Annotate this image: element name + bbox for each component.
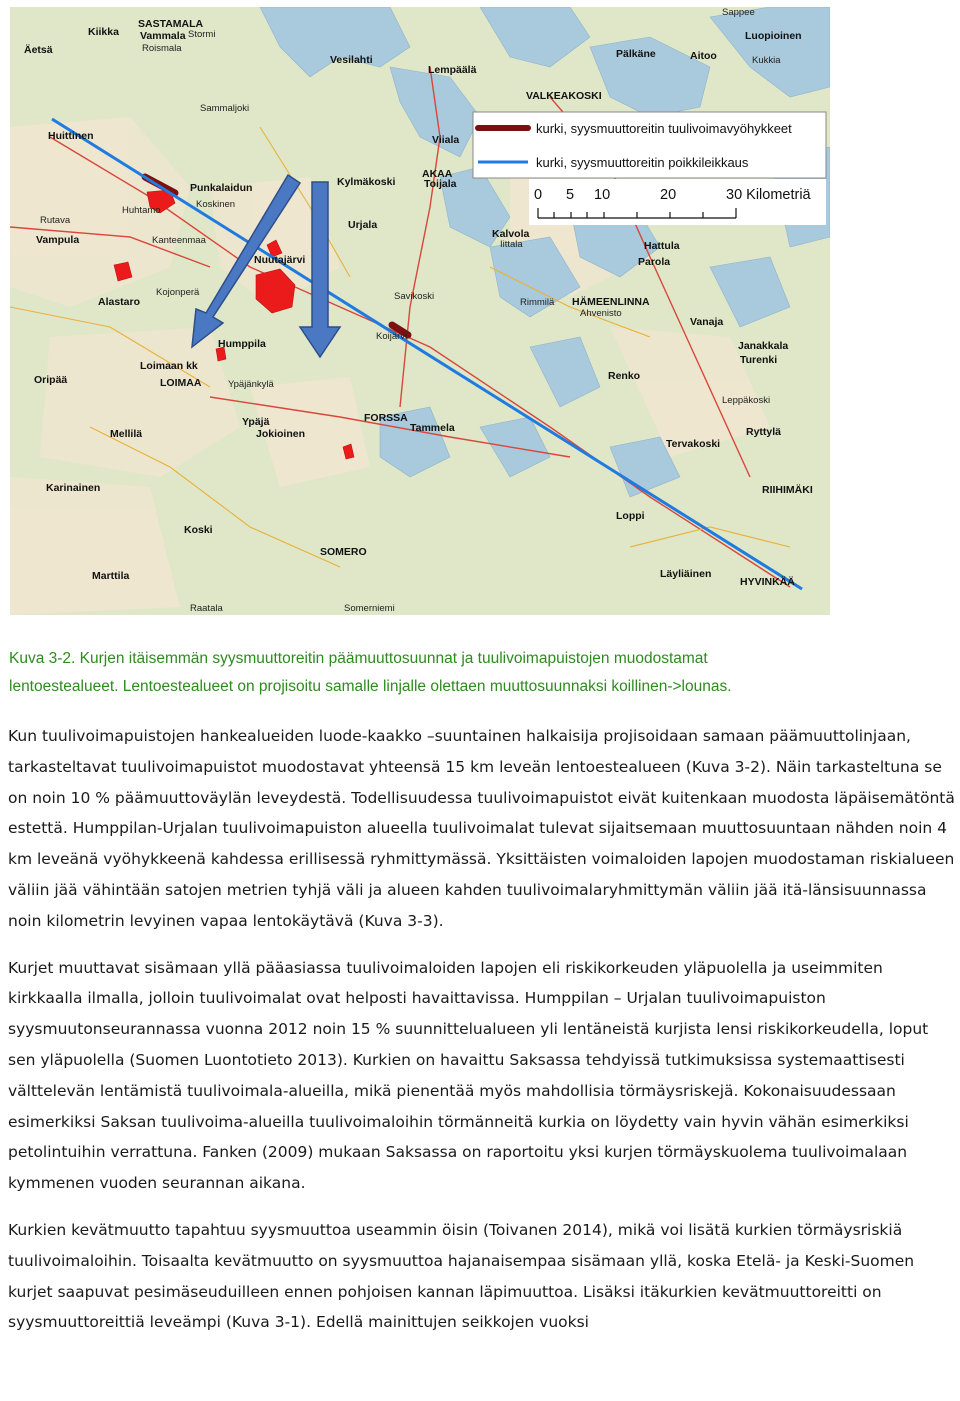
scale-tick-label: 0 xyxy=(534,187,543,203)
body-text xyxy=(8,721,956,1354)
place-label: Huhtamo xyxy=(122,205,161,216)
place-label: Tammela xyxy=(410,422,455,434)
place-label: Sammaljoki xyxy=(200,103,250,114)
legend-label-turbine-zone: kurki, syysmuuttoreitin tuulivoimavyöhykkeet xyxy=(536,121,792,136)
figure-caption xyxy=(9,645,954,701)
paragraph: Kurkien kevätmuutto tapahtuu syysmuuttoa useammin öisin (Toivanen 2014), mikä voi lisätä kurkien törmäysriskiä tuulivoimaloihin. Toisaalta kevätmuutto on syysmuuttoa hajanaisempaa sisämaan yllä, koska Etelä- ja Keski-Suomen kurjet saapuvat pesimäseuduilleen ennen pohjoisen kannan läpimuuttoa. Lisäksi itäkurkien kevätmuuttoreitti on syysmuuttoreittiä leveämpi (Kuva 3-1). Edellä mainittujen seikkojen vuoksi xyxy=(8,1220,915,1332)
place-label: Kylmäkoski xyxy=(337,176,396,188)
place-label: Raatala xyxy=(190,603,223,614)
place-label: Ryttylä xyxy=(746,426,782,438)
place-label: Somerniemi xyxy=(344,603,395,614)
place-label: Humppila xyxy=(218,338,266,350)
place-label: Karinainen xyxy=(46,482,101,494)
scale-bar xyxy=(529,179,826,225)
scale-tick-label: 5 xyxy=(566,187,575,203)
place-label: Leppäkoski xyxy=(722,395,771,406)
place-label: Vampula xyxy=(36,234,80,246)
caption-line: lentoestealueet. Lentoestealueet on projisoitu samalle linjalle olettaen muuttosuunnaksi koillinen->lounas. xyxy=(9,678,732,695)
place-label: FORSSA xyxy=(364,412,408,424)
place-label: Urjala xyxy=(348,219,378,231)
place-label: Stormi xyxy=(188,29,216,40)
place-label: Loppi xyxy=(616,510,645,522)
place-label: Kanteenmaa xyxy=(152,235,206,246)
place-label: Ypäjä xyxy=(242,416,270,428)
place-label: Viiala xyxy=(432,134,460,146)
place-label: Oripää xyxy=(34,374,68,386)
place-label: Ypäjänkylä xyxy=(228,379,274,390)
place-label: Kalvola xyxy=(492,228,530,240)
place-label: Mellilä xyxy=(110,428,143,440)
place-label: Marttila xyxy=(92,570,130,582)
place-label: Loimaan kk xyxy=(140,360,198,372)
place-label: Vanaja xyxy=(690,316,724,328)
place-label: Punkalaidun xyxy=(190,182,253,194)
place-label: HÄMEENLINNA xyxy=(572,296,650,308)
route-map xyxy=(10,7,830,615)
place-label: Lempäälä xyxy=(428,64,477,76)
scale-tick-label: 10 xyxy=(594,187,611,203)
place-label: Kojonperä xyxy=(156,287,200,298)
place-label: VALKEAKOSKI xyxy=(526,90,602,102)
place-label: LOIMAA xyxy=(160,377,202,389)
place-label: Toijala xyxy=(424,178,457,190)
place-label: HYVINKÄÄ xyxy=(740,576,795,588)
scale-tick-label: 20 xyxy=(660,187,677,203)
place-label: Sappee xyxy=(722,7,755,18)
place-label: Renko xyxy=(608,370,641,382)
place-label: Kukkia xyxy=(752,55,781,66)
place-label: Koski xyxy=(184,524,213,536)
place-label: Rutava xyxy=(40,215,71,226)
place-label: Nuutajärvi xyxy=(254,254,306,266)
place-label: Jokioinen xyxy=(256,428,306,440)
place-label: Parola xyxy=(638,256,671,268)
place-label: Rimmilä xyxy=(520,297,555,308)
place-label: Janakkala xyxy=(738,340,789,352)
place-label: Äetsä xyxy=(24,44,53,56)
place-label: Ahvenisto xyxy=(580,308,622,319)
place-label: Tervakoski xyxy=(666,438,721,450)
place-label: SASTAMALA xyxy=(138,18,204,30)
place-label: Alastaro xyxy=(98,296,141,308)
place-label: Vammala xyxy=(140,30,186,42)
map-legend xyxy=(473,112,826,178)
legend-label-cross-section: kurki, syysmuuttoreitin poikkileikkaus xyxy=(536,155,749,170)
place-label: Turenki xyxy=(740,354,778,366)
place-label: Koskinen xyxy=(196,199,236,210)
paragraph: Kun tuulivoimapuistojen hankealueiden luode-kaakko –suuntainen halkaisija projisoidaan samaan päämuuttolinjaan, tarkasteltavat tuulivoimapuistot muodostavat yhteensä 15 km leveän lentoestealueen (Kuva 3-2). Näin tarkasteltuna se on noin 10 % päämuuttoväylän leveydestä. Todellisuudessa tuulivoimapuistot eivät kuitenkaan muodosta läpäisemätöntä estettä. Humppilan-Urjalan tuulivoimapuiston alueella tuulivoimalat tulevat sijaitsemaan muuttosuuntaan nähden noin 4 km leveänä vyöhykkeenä kahdessa erillisessä ryhmittymässä. Yksittäisten voimaloiden lapojen muodostaman riskialueen väliin jää vähintään satojen metrien tyhjä väli ja alueen kahden tuulivoimalaryhmittymän väliin jää itä-länsisuunnassa noin kilometrin levyinen vapaa lentokäytävä (Kuva 3-3). xyxy=(8,727,955,930)
place-label: Vesilahti xyxy=(330,54,373,66)
map-svg xyxy=(10,7,830,615)
place-label: Läyliäinen xyxy=(660,568,712,580)
place-label: Iittala xyxy=(500,239,523,250)
place-label: Roismala xyxy=(142,43,182,54)
place-label: Luopioinen xyxy=(745,30,802,42)
caption-line: Kuva 3-2. Kurjen itäisemmän syysmuuttoreitin päämuuttosuunnat ja tuulivoimapuistojen muodostamat xyxy=(9,650,708,667)
place-label: Aitoo xyxy=(690,50,717,62)
place-label: RIIHIMÄKI xyxy=(762,484,813,496)
place-label: Pälkäne xyxy=(616,48,656,60)
place-label: Koijärvi xyxy=(376,331,408,342)
place-label: Huittinen xyxy=(48,130,94,142)
place-label: Savikoski xyxy=(394,291,435,302)
place-label: Kiikka xyxy=(88,26,119,38)
scale-tick-label: 30 Kilometriä xyxy=(726,187,811,203)
paragraph: Kurjet muuttavat sisämaan yllä pääasiassa tuulivoimaloiden lapojen eli riskikorkeuden yläpuolella ja useimmiten kirkkaalla ilmalla, jolloin tuulivoimalat ovat helposti havaittavissa. Humppilan – Urjalan tuulivoimapuiston syysmuutonseurannassa vuonna 2012 noin 15 % suunnittelualueen yli lentäneistä kurjista lensi riskikorkeudella, loput sen yläpuolella (Suomen Luontotieto 2013). Kurkien on havaittu Saksassa tehdyissä tutkimuksissa systemaattisesti välttelevän lentämistä tuulivoimala-alueilla, mikä pienentää myös mahdollisia törmäysriskejä. Kokonaisuudessaan esimerkiksi Saksan tuulivoima-alueilla tuulivoimaloihin törmänneitä kurkia on löydetty vain hyvin vähän esimerkiksi petolintuihin verrattuna. Fanken (2009) mukaan Saksassa on raportoitu yksi kurjen törmäyskuolema tuulivoimalaan kymmenen vuoden seurannan aikana. xyxy=(8,958,929,1193)
place-label: SOMERO xyxy=(320,546,367,558)
place-label: Hattula xyxy=(644,240,680,252)
place-label: AKAA xyxy=(422,168,453,180)
